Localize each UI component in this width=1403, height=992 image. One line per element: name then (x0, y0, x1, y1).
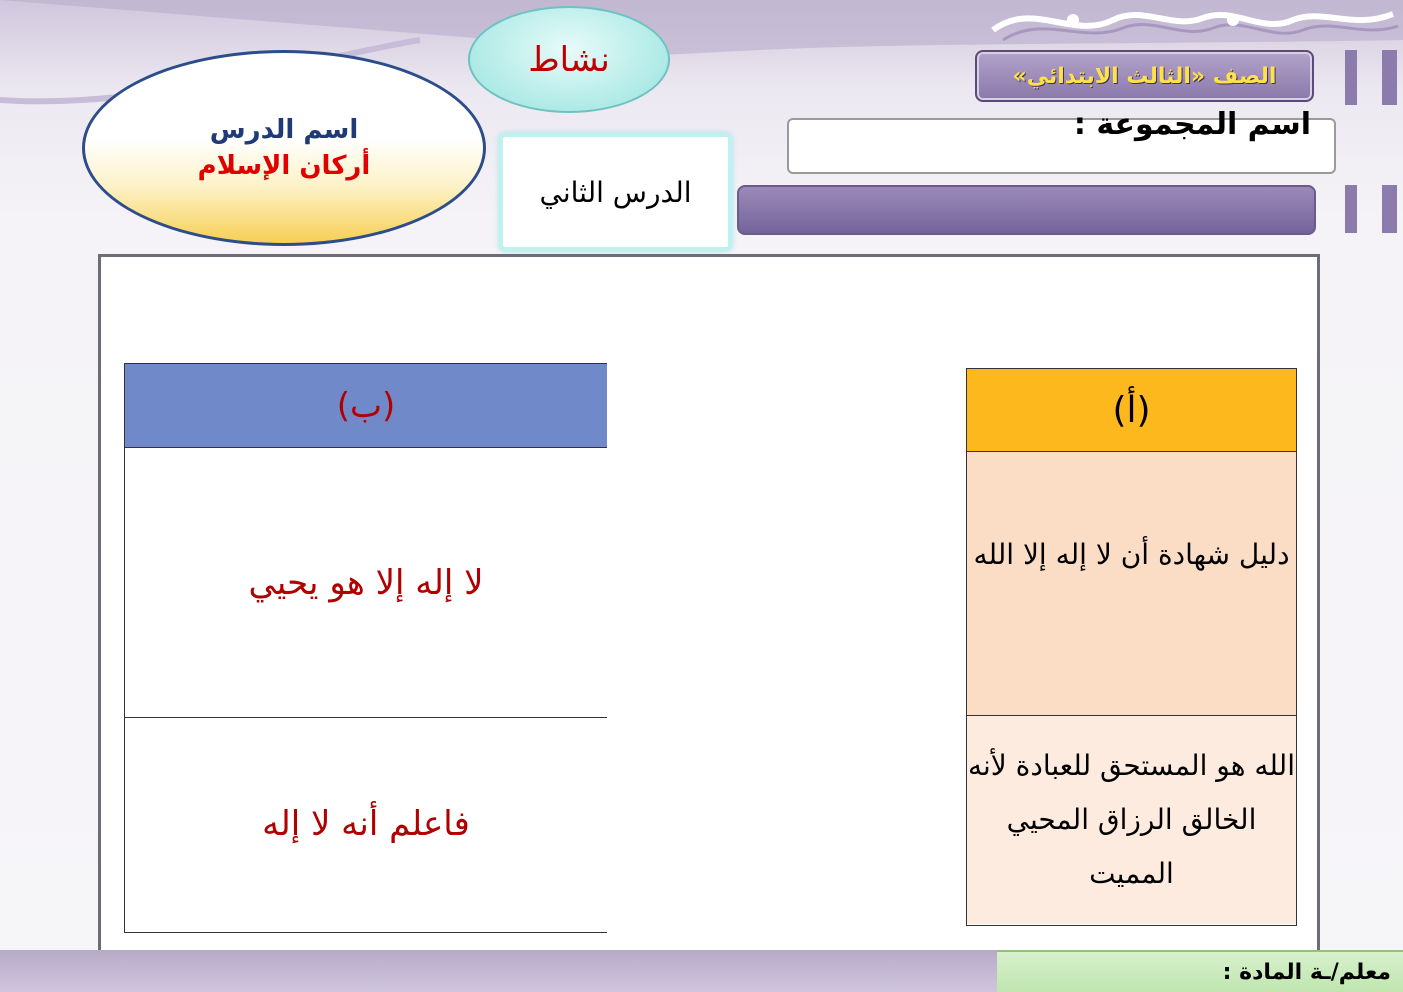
column-b-item[interactable]: فاعلم أنه لا إله (262, 804, 470, 844)
purple-band (737, 185, 1316, 235)
column-b-item[interactable]: لا إله إلا هو يحيي (125, 448, 607, 718)
column-a-item[interactable]: دليل شهادة أن لا إله إلا الله (967, 452, 1296, 716)
decor-bar (1345, 50, 1357, 105)
column-b-header: (ب) (125, 364, 607, 448)
ornament-icon (973, 0, 1403, 48)
group-name-label: اسم المجموعة : (1073, 107, 1311, 142)
lesson-title: أركان الإسلام (197, 151, 371, 181)
column-a (966, 368, 1297, 926)
lesson-name-badge (82, 50, 486, 246)
lesson-name-label: اسم الدرس (209, 115, 359, 145)
lesson-number: الدرس الثاني (499, 133, 732, 251)
decor-bar (1382, 50, 1397, 105)
column-b (124, 363, 607, 933)
grade-label: الصف «الثالث الابتدائي» (975, 50, 1314, 102)
decor-bar (1382, 185, 1397, 233)
decor-bar (1345, 185, 1357, 233)
teacher-label: معلم/ـة المادة : (997, 950, 1403, 992)
column-a-header: (أ) (967, 369, 1296, 452)
activity-badge: نشاط (468, 6, 670, 113)
column-a-item[interactable]: الله هو المستحق للعبادة لأنه الخالق الرزاق المحيي المميت (967, 716, 1296, 924)
